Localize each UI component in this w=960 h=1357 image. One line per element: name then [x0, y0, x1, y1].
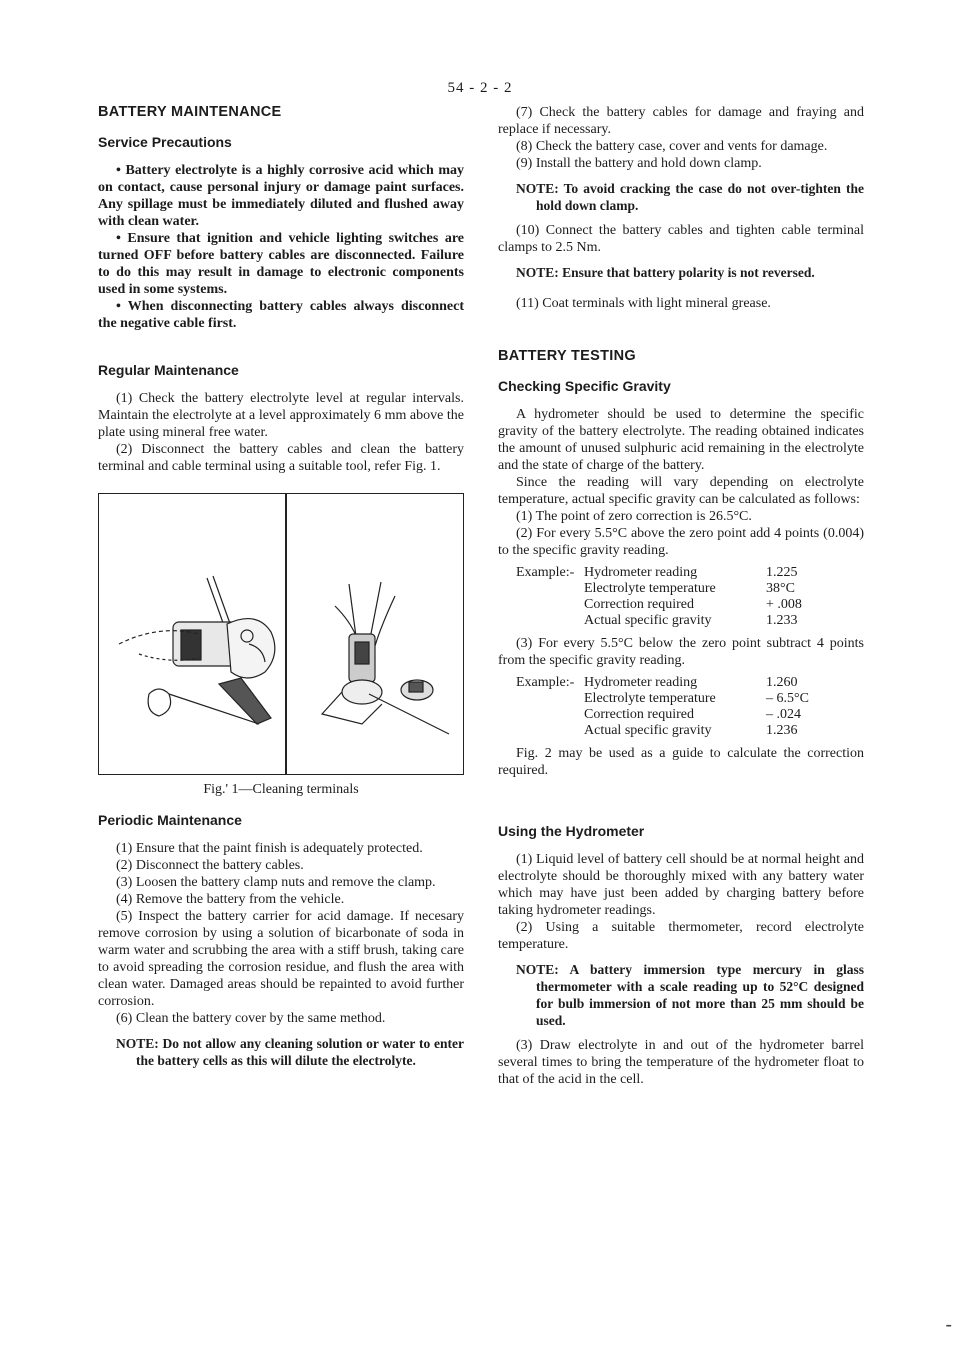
note-hold-down-clamp: NOTE: To avoid cracking the case do not over-tighten the hold down clamp.: [516, 181, 864, 213]
battery-testing-title: BATTERY TESTING: [498, 348, 636, 364]
regular-maintenance-heading: Regular Maintenance: [98, 362, 239, 378]
step-7: (7) Check the battery cables for damage and fraying and replace if necessary.: [498, 105, 864, 137]
example-item: Hydrometer reading: [584, 675, 698, 690]
sg-point-3: (3) For every 5.5°C below the zero point subtract 4 points from the specific gravity reading.: [498, 636, 864, 668]
cleaning-terminals-illustration: [99, 494, 465, 776]
footer-mark: -: [945, 1314, 952, 1336]
table-row: [516, 565, 802, 581]
sg-para-1: A hydrometer should be used to determine the specific gravity of the battery electrolyte. The reading obtained indicates the amount of unused sulphuric acid remaining in the electrolyte and the state of charge of the battery.: [498, 407, 864, 473]
hydrometer-step-1: (1) Liquid level of battery cell should be at normal height and electrolyte should be thoroughly mixed with any battery water which may have just been added by charging battery before taking hydrometer readings.: [498, 852, 864, 918]
periodic-step-4: (4) Remove the battery from the vehicle.: [116, 892, 345, 907]
hydrometer-note: NOTE: A battery immersion type mercury in glass thermometer with a scale reading up to 52°C designed for bulb immersion of not more than 25 mm should be used.: [516, 962, 864, 1028]
periodic-step-5: (5) Inspect the battery carrier for acid damage. If necesary remove corrosion by using a solution of bicarbonate of soda in warm water and scrubbing the area with a stiff brush, taking care to avoid spreading the corrosion residue, and flush the area with clean water. Damaged areas should be repainted to avoid further corrosion.: [98, 909, 464, 1009]
precaution-3: • When disconnecting battery cables always disconnect the negative cable first.: [98, 299, 464, 331]
page-number: 54 - 2 - 2: [447, 80, 513, 96]
example-value: 1.260: [766, 675, 798, 690]
service-precautions-heading: Service Precautions: [98, 134, 232, 150]
note-polarity: NOTE: Ensure that battery polarity is not reversed.: [516, 265, 815, 280]
example-label: Example:-: [516, 675, 575, 690]
example-item: Correction required: [584, 597, 695, 612]
table-row: [516, 581, 802, 597]
precaution-2: • Ensure that ignition and vehicle lighting switches are turned OFF before battery cables are disconnected. Failure to do this may result in damage to electronic components used in some systems.: [98, 231, 464, 297]
periodic-maintenance-heading: Periodic Maintenance: [98, 812, 242, 828]
step-8: (8) Check the battery case, cover and vents for damage.: [516, 139, 828, 154]
table-row: [516, 675, 809, 691]
figure-cleaning-terminals: [98, 493, 464, 775]
periodic-step-1: (1) Ensure that the paint finish is adequately protected.: [116, 841, 423, 856]
step-9: (9) Install the battery and hold down clamp.: [516, 156, 762, 171]
using-hydrometer-heading: Using the Hydrometer: [498, 823, 645, 839]
periodic-step-3: (3) Loosen the battery clamp nuts and remove the clamp.: [116, 875, 436, 890]
step-11: (11) Coat terminals with light mineral grease.: [516, 296, 771, 311]
sg-point-2: (2) For every 5.5°C above the zero point add 4 points (0.004) to the specific gravity reading.: [498, 526, 864, 558]
right-column: [498, 104, 864, 1088]
example-value: – 6.5°C: [766, 691, 809, 706]
periodic-step-6: (6) Clean the battery cover by the same method.: [116, 1011, 386, 1026]
sg-para-3: Fig. 2 may be used as a guide to calculate the correction required.: [498, 746, 864, 778]
hydrometer-step-3: (3) Draw electrolyte in and out of the hydrometer barrel several times to bring the temperature of the hydrometer float to that of the acid in the cell.: [498, 1038, 864, 1087]
table-row: [516, 597, 802, 613]
figure-1-caption: Fig.' 1—Cleaning terminals: [203, 782, 359, 797]
example-item: Electrolyte temperature: [584, 581, 716, 596]
example-value: 38°C: [766, 581, 795, 596]
periodic-step-2: (2) Disconnect the battery cables.: [116, 858, 304, 873]
precaution-1: • Battery electrolyte is a highly corrosive acid which may on contact, cause personal injury or damage paint surfaces. Any spillage must be immediately diluted and flushed away with clean water.: [98, 163, 464, 229]
table-row: [516, 707, 809, 723]
example-item: Correction required: [584, 707, 695, 722]
example-item: Actual specific gravity: [584, 613, 712, 628]
example-2-table: [516, 675, 809, 739]
example-1-table: [516, 565, 802, 629]
example-item: Actual specific gravity: [584, 723, 712, 738]
table-row: [516, 691, 809, 707]
regular-step-1: (1) Check the battery electrolyte level at regular intervals. Maintain the electrolyte at a level approximately 6 mm above the plate using mineral free water.: [98, 391, 464, 440]
regular-step-2: (2) Disconnect the battery cables and clean the battery terminal and cable terminal using a suitable tool, refer Fig. 1.: [98, 442, 464, 474]
example-value: 1.236: [766, 723, 798, 738]
table-row: [516, 723, 809, 739]
example-item: Hydrometer reading: [584, 565, 698, 580]
example-value: + .008: [766, 597, 802, 612]
periodic-note: NOTE: Do not allow any cleaning solution or water to enter the battery cells as this will dilute the electrolyte.: [116, 1036, 464, 1068]
example-item: Electrolyte temperature: [584, 691, 716, 706]
example-value: 1.233: [766, 613, 798, 628]
example-value: 1.225: [766, 565, 798, 580]
table-row: [516, 613, 802, 629]
battery-maintenance-title: BATTERY MAINTENANCE: [98, 104, 282, 120]
specific-gravity-heading: Checking Specific Gravity: [498, 378, 671, 394]
hydrometer-step-2: (2) Using a suitable thermometer, record electrolyte temperature.: [498, 920, 864, 952]
example-label: Example:-: [516, 565, 575, 580]
step-10: (10) Connect the battery cables and tighten cable terminal clamps to 2.5 Nm.: [498, 223, 864, 255]
left-column: [98, 104, 464, 1077]
sg-para-2: Since the reading will vary depending on electrolyte temperature, actual specific gravity can be calculated as follows:: [498, 475, 864, 507]
example-value: – .024: [766, 707, 801, 722]
sg-point-1: (1) The point of zero correction is 26.5°C.: [516, 509, 752, 524]
